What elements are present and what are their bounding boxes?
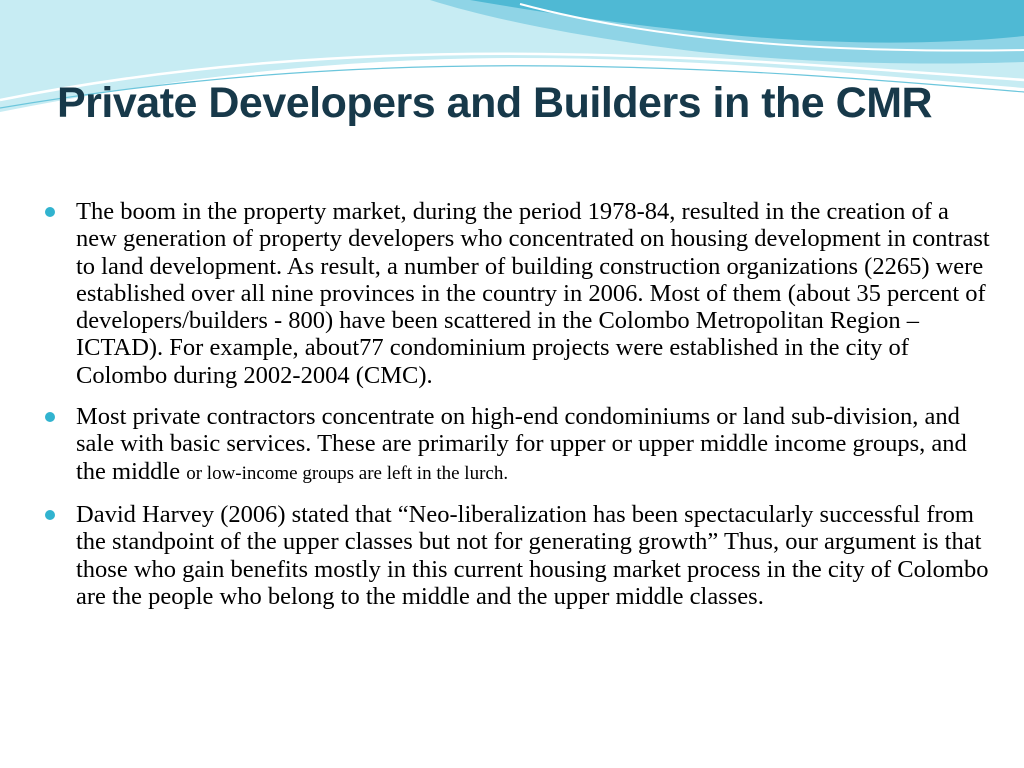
bullet-dot-icon <box>45 510 55 520</box>
bullet-item <box>42 501 990 610</box>
bullet-dot-icon <box>45 207 55 217</box>
bullet-item <box>42 198 990 389</box>
bullet-item <box>42 403 990 487</box>
bullet-text: David Harvey (2006) stated that “Neo-liberalization has been spectacularly successful from the standpoint of the upper classes but not for generating growth” Thus, our argument is that those who gain benefits mostly in this current housing market process in the city of Colombo are the people who belong to the middle and the upper middle classes. <box>76 500 989 610</box>
bullet-list <box>42 198 990 610</box>
bullet-small-text: or low-income groups are left in the lurch. <box>186 462 509 484</box>
bullet-text: Most private contractors concentrate on high-end condominiums or land sub-division, and sale with basic services. These are primarily for upper or upper middle income groups, and the middle <box>76 403 967 485</box>
bullet-dot-icon <box>45 412 55 422</box>
bullet-text: The boom in the property market, during the period 1978-84, resulted in the creation of a new generation of property developers who concentrated on housing development in contrast to land development. As result, a number of building construction organizations (2265) were established over all nine provinces in the country in 2006. Most of them (about 35 percent of developers/builders - 800) have been scattered in the Colombo Metropolitan Region – ICTAD). For example, about77 condominium projects were established in the city of Colombo during 2002-2004 (CMC). <box>76 198 990 389</box>
slide-title: Private Developers and Builders in the CMR <box>57 79 933 127</box>
